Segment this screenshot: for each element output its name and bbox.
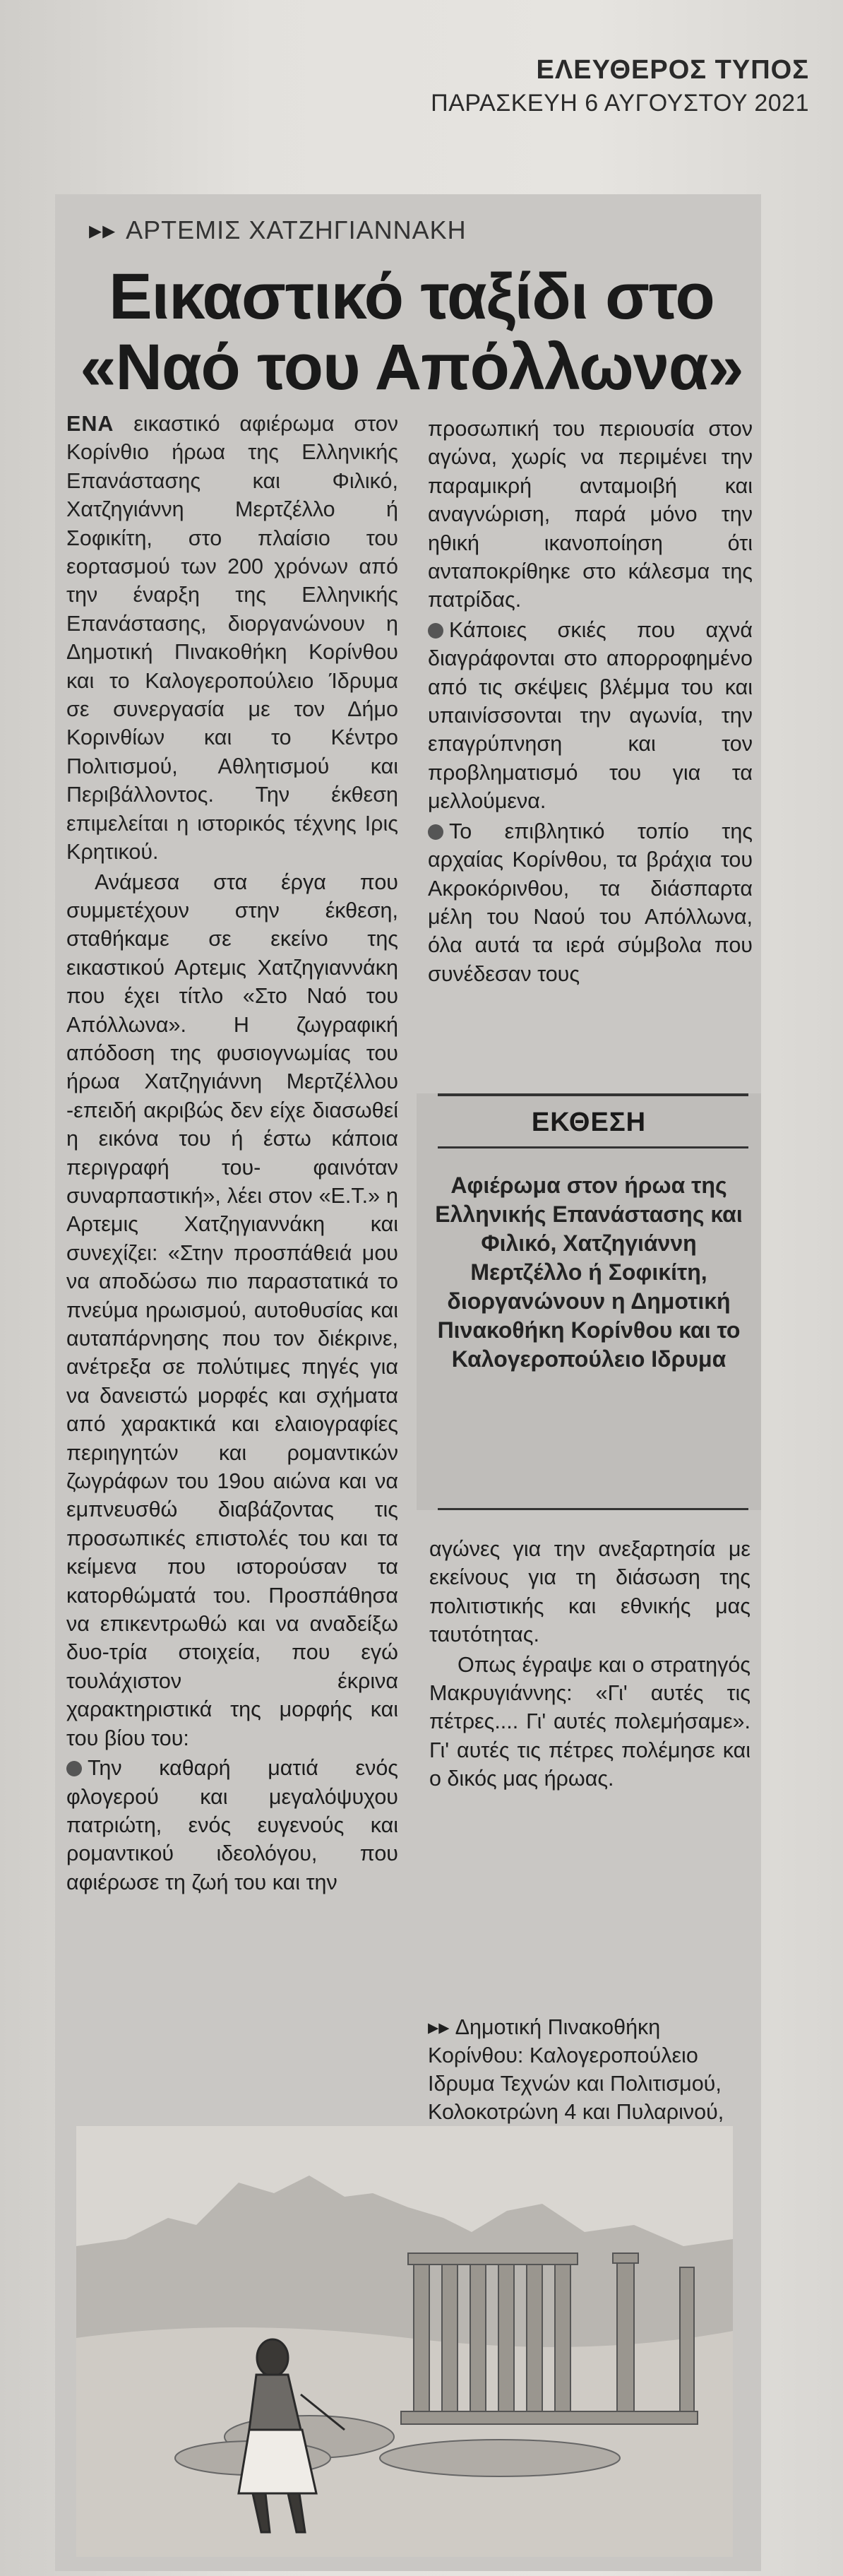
lead-word: ΕΝΑ xyxy=(66,412,114,436)
info-arrows-icon: ▸▸ xyxy=(428,2015,450,2039)
bullet-icon xyxy=(428,824,443,840)
headline xyxy=(76,261,747,403)
divider xyxy=(438,1508,748,1510)
paragraph: προσωπική του περιουσία στον αγώνα, χωρίς να περιμένει την παραμικρή ανταμοιβή και αναγνώριση, παρά μόνο την ηθική ικανοποίηση ότι ανταποκρίθηκε στο κάλεσμα της πατρίδας. xyxy=(428,417,753,612)
headline-line-2: «Ναό του Απόλλωνα» xyxy=(80,331,743,403)
byline xyxy=(89,215,467,245)
bullet-paragraph: Κάποιες σκιές που αχνά διαγράφονται στο απορροφημένο από τις σκέψεις βλέμμα του και υπαινίσσονται την αγωνία, την επαγρύπνηση και τον προβληματισμό του για τα μελλούμενα. xyxy=(428,617,753,814)
masthead xyxy=(431,55,809,117)
divider xyxy=(438,1146,748,1148)
column-2-continued xyxy=(429,1535,751,1795)
byline-arrows-icon: ▸▸ xyxy=(89,215,116,244)
exhibition-venue: Δημοτική Πινακοθήκη Κορίνθου: Καλογεροπούλειο Ιδρυμα Τεχνών και Πολιτισμού, Κολοκοτρώνη 4 και Πυλαρινού, xyxy=(428,2015,724,2124)
headline-line-1: Εικαστικό ταξίδι στο xyxy=(109,261,715,333)
infobox-text: Αφιέρωμα στον ήρωα της Ελληνικής Επανάστασης και Φιλικό, Χατζηγιάννη Μερτζέλλο ή Σοφικίτη, διοργανώνουν η Δημοτική Πινακοθήκη Κορίνθου και το Καλογεροπούλειο Ιδρυμα xyxy=(435,1173,743,1372)
bullet-paragraph: Το επιβλητικό τοπίο της αρχαίας Κορίνθου, τα βράχια του Ακροκόρινθου, τα διάσπαρτα μέλη του Ναού του Απόλλωνα, όλα αυτά τα ιερά σύμβολα που συνέδεσαν τους xyxy=(428,819,753,986)
column-2 xyxy=(428,415,753,990)
issue-date: ΠΑΡΑΣΚΕΥΗ 6 ΑΥΓΟΥΣΤΟΥ 2021 xyxy=(431,90,809,117)
newspaper-name: ΕΛΕΥΘΕΡΟΣ ΤΥΠΟΣ xyxy=(536,55,809,85)
paragraph: Ανάμεσα στα έργα που συμμετέχουν στην έκθεση, σταθήκαμε σε εκείνο της εικαστικού Αρτεμις Χατζηγιαννάκη που έχει τίτλο «Στο Ναό του Απόλλωνα». Η ζωγραφική απόδοση της φυσιογνωμίας του ήρωα Χατζηγιάννη Μερτζέλλου -επειδή ακριβώς δεν είχε διασωθεί η εικόνα του ή έστω κάποια περιγραφή του- φαινόταν συναρπαστική», λέει στον «Ε.Τ.» η Αρτεμις Χατζηγιαννάκη και συνεχίζει: «Στην προσπάθειά μου να αποδώσω πιο παραστατικά το πνεύμα ηρωισμού, αυτοθυσίας και αυταπάρνησης που τον διέκρινε, ανέτρεξα σε πολύτιμες πηγές για να δανειστώ μορφές και σχήματα από χαρακτικά και ελαιογραφίες περιηγητών και ρομαντικών ζωγράφων του 19ου αιώνα και να εμπνευσθώ διαβάζοντας τις προσωπικές επιστολές του και τα κείμενα που ιστορούσαν τα κατορθώματά του. Προσπάθησα να επικεντρωθώ και να αναδείξω δυο-τρία στοιχεία, που εγώ τουλάχιστον έκρινα χαρακτηριστικά της μορφής και του βίου του: xyxy=(66,869,398,1750)
bullet-icon xyxy=(428,623,443,639)
byline-author: ΑΡΤΕΜΙΣ ΧΑΤΖΗΓΙΑΝΝΑΚΗ xyxy=(126,215,467,244)
column-1 xyxy=(66,410,398,1898)
paragraph: αγώνες για την ανεξαρτησία με εκείνους για τη διάσωση της πολιτιστικής και εθνικής μας ταυτότητας. xyxy=(429,1537,751,1647)
infobox-label: ΕΚΘΕΣΗ xyxy=(531,1108,647,1137)
paragraph: Οπως έγραψε και ο στρατηγός Μακρυγιάννης: «Γι' αυτές τις πέτρες.... Γι' αυτές πολεμήσαμε». Γι' αυτές τις πέτρες πολέμησε και ο δικός μας ήρωας. xyxy=(429,1652,751,1791)
bullet-paragraph: Την καθαρή ματιά ενός φλογερού και μεγαλόψυχου πατριώτη, ενός ευγενούς και ρομαντικού ιδεολόγου, που αφιέρωσε τη ζωή του και την xyxy=(66,1756,398,1894)
bullet-icon xyxy=(66,1761,82,1776)
exhibition-infobox xyxy=(417,1093,761,1510)
divider xyxy=(438,1093,748,1096)
lead-paragraph: ΕΝΑ εικαστικό αφιέρωμα στον Κορίνθιο ήρωα της Ελληνικής Επανάστασης και Φιλικό, Χατζηγιάννη Μερτζέλλο ή Σοφικίτη, στο πλαίσιο του εορτασμού των 200 χρόνων από την έναρξη της Ελληνικής Επανάστασης, διοργανώνουν η Δημοτική Πινακοθήκη Κορίνθου και το Καλογεροπούλειο Ίδρυμα σε συνεργασία με τον Δήμο Κορινθίων και το Κέντρο Πολιτισμού, Αθλητισμού και Περιβάλλοντος. Την έκθεση επιμελείται η ιστορικός τέχνης Ιρις Κρητικού. xyxy=(66,412,398,865)
article-block xyxy=(55,194,761,2571)
temple-of-apollo-illustration xyxy=(76,2126,733,2557)
